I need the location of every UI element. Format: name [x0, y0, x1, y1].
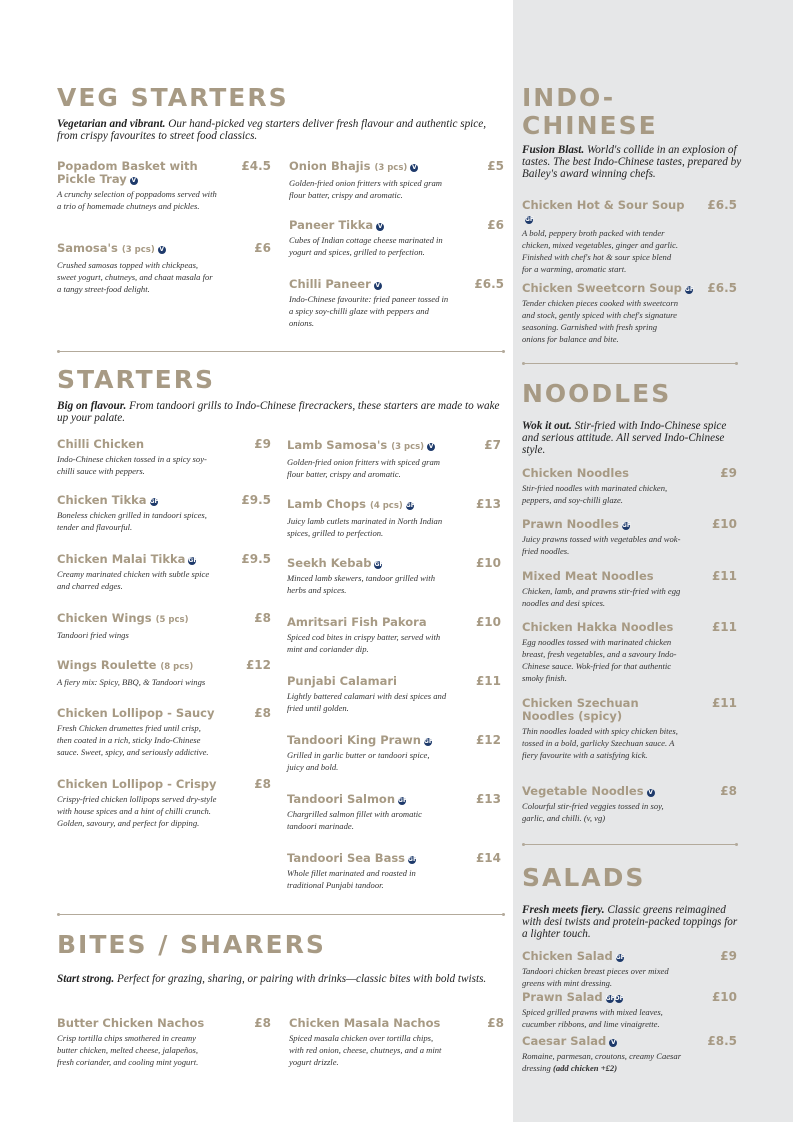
item-name	[57, 494, 271, 507]
item-portion: (4 pcs)	[369, 501, 403, 511]
item-name	[57, 612, 271, 627]
item-description-text: Crisp tortilla chips smothered in creamy butter chicken, melted cheese, jalapeños, fresh coriander, and cooling mint yogurt.	[57, 1033, 199, 1067]
item-description-text: Boneless chicken grilled in tandoori spices, tender and flavourful.	[57, 510, 207, 532]
starters-title: STARTERS	[57, 365, 215, 394]
item-name	[57, 553, 271, 566]
item-name-text: Prawn Salad	[522, 990, 603, 1004]
item-description-text: Spiced cod bites in crispy batter, served with mint and coriander dip.	[287, 632, 441, 654]
item-name-text: Amritsari Fish Pakora	[287, 615, 427, 629]
item-description	[522, 725, 682, 761]
item-price: £10	[711, 517, 737, 531]
item-description	[522, 1006, 682, 1030]
item-description-text: Spiced masala chicken over tortilla chips, with red onion, cheese, chutneys, and a mint yogurt drizzle.	[289, 1033, 442, 1067]
item-name	[522, 1035, 737, 1048]
item-name	[57, 438, 271, 451]
dietary-badge-icon: GF	[615, 954, 625, 961]
item-description-text: Juicy prawns tossed with vegetables and wok-fried noodles.	[522, 534, 681, 556]
item-description-text: Golden-fried onion fritters with spiced gram flour batter, crispy and aromatic.	[287, 457, 441, 479]
menu-item	[57, 553, 271, 592]
item-description-text: Egg noodles tossed with marinated chicken breast, fresh vegetables, and a savoury Indo-Chinese sauce. Wok-fried for that authentic smoky finish.	[522, 637, 677, 683]
item-description	[522, 533, 682, 557]
section-divider	[523, 844, 737, 845]
item-portion: (3 pcs)	[391, 442, 425, 452]
item-name-text: Onion Bhajis	[289, 159, 371, 173]
item-description	[287, 690, 447, 714]
dietary-badge-icon: GF	[398, 797, 408, 804]
bites-sharers-title: BITES / SHARERS	[57, 930, 326, 959]
intro-text: From tandoori grills to Indo-Chinese firecrackers, these starters are made to wake up your palate.	[57, 400, 500, 424]
item-description	[289, 293, 449, 329]
section-divider	[523, 363, 737, 364]
item-price: £11	[711, 620, 737, 634]
item-price: £5	[487, 159, 504, 173]
item-name	[289, 160, 504, 175]
item-portion: (5 pcs)	[155, 615, 189, 625]
item-description	[289, 1032, 449, 1068]
item-description	[287, 631, 447, 655]
title-line: CHINESE	[522, 111, 658, 140]
intro-lead: Wok it out.	[522, 420, 572, 432]
item-portion: (3 pcs)	[121, 245, 155, 255]
item-description-text: Fresh Chicken drumettes fried until crisp, then coated in a rich, sticky Indo-Chinese sauce. Sweet, spicy, and seriously addictive.	[57, 723, 209, 757]
item-description-text: Romaine, parmesan, croutons, creamy Caesar dressing	[522, 1051, 682, 1073]
item-description-text: Creamy marinated chicken with subtle spice and charred edges.	[57, 569, 210, 591]
item-price: £7	[484, 438, 501, 452]
menu-item	[522, 282, 737, 345]
item-description-text: A fiery mix: Spicy, BBQ, & Tandoori wings	[57, 677, 206, 687]
item-name-text: Popadom Basket with Pickle Tray	[57, 159, 198, 186]
item-name	[57, 1017, 271, 1030]
item-description	[522, 965, 682, 989]
item-description-text: Stir-fried noodles with marinated chicken, peppers, and soy-chilli glaze.	[522, 483, 668, 505]
item-description	[287, 515, 447, 539]
item-description	[57, 793, 217, 829]
item-description	[522, 585, 682, 609]
item-description	[57, 722, 217, 758]
menu-item	[289, 160, 504, 201]
veg-starters-intro	[57, 118, 497, 142]
item-name	[522, 467, 737, 480]
item-price: £6.5	[474, 277, 504, 291]
item-name-text: Chicken Salad	[522, 949, 613, 963]
item-name-text: Chicken Noodles	[522, 466, 629, 480]
item-price: £8	[254, 777, 271, 791]
item-name	[57, 659, 271, 674]
item-description-text: Tandoori fried wings	[57, 630, 129, 640]
item-description	[57, 453, 217, 477]
item-description	[522, 800, 682, 824]
item-portion: (3 pcs)	[374, 163, 408, 173]
item-price: £6.5	[707, 281, 737, 295]
menu-item	[522, 991, 737, 1030]
item-description-text: Grilled in garlic butter or tandoori spice, juicy and bold.	[287, 750, 430, 772]
item-name-text: Chicken Szechuan Noodles (spicy)	[522, 696, 639, 723]
item-description	[522, 482, 682, 506]
item-price: £6.5	[707, 198, 737, 212]
dietary-badge-icon: V	[375, 282, 381, 289]
item-description	[287, 749, 447, 773]
item-name	[287, 852, 501, 865]
item-price: £9	[720, 949, 737, 963]
item-description	[57, 188, 217, 212]
item-name	[522, 282, 737, 295]
menu-item	[287, 616, 501, 655]
indo-chinese-title	[522, 84, 658, 140]
item-name-text: Mixed Meat Noodles	[522, 569, 654, 583]
item-description	[287, 572, 447, 596]
intro-text: Perfect for grazing, sharing, or pairing with drinks—classic bites with bold twists.	[117, 973, 487, 985]
menu-item	[522, 518, 737, 557]
intro-text: World's collide in an explosion of tastes. The best Indo-Chinese tastes, prepared by Bailey's award winning chefs.	[522, 144, 742, 180]
menu-item	[287, 439, 501, 480]
item-name	[522, 697, 737, 723]
item-name-text: Chicken Sweetcorn Soup	[522, 281, 682, 295]
veg-starters-title: VEG STARTERS	[57, 83, 289, 112]
item-name-text: Prawn Noodles	[522, 517, 619, 531]
menu-item	[57, 242, 271, 295]
item-name-text: Chicken Wings	[57, 611, 152, 625]
dietary-badge-icon: GF	[188, 557, 198, 564]
salads-intro	[522, 904, 742, 940]
dietary-badge-icon: V	[428, 443, 434, 450]
item-name-text: Punjabi Calamari	[287, 674, 397, 688]
item-description	[287, 456, 447, 480]
intro-text: Stir-fried with Indo-Chinese spice and serious attitude. All served Indo-Chinese style.	[522, 420, 727, 456]
menu-item	[522, 1035, 737, 1074]
item-name-text: Butter Chicken Nachos	[57, 1016, 205, 1030]
dietary-badge-icon: GF	[405, 502, 415, 509]
item-name	[287, 439, 501, 454]
item-price: £10	[475, 556, 501, 570]
salads-title: SALADS	[522, 863, 646, 892]
item-name	[287, 734, 501, 747]
item-name-text: Tandoori King Prawn	[287, 733, 421, 747]
menu-item	[57, 438, 271, 477]
item-name-text: Samosa's	[57, 241, 118, 255]
item-description-text: Chargrilled salmon fillet with aromatic tandoori marinade.	[287, 809, 422, 831]
noodles-title: NOODLES	[522, 379, 672, 408]
menu-item	[57, 778, 271, 829]
item-name-text: Chicken Hot & Sour Soup	[522, 198, 685, 212]
item-name-text: Lamb Chops	[287, 497, 366, 511]
item-description-text: Whole fillet marinated and roasted in traditional Punjabi tandoor.	[287, 868, 416, 890]
item-name	[522, 518, 737, 531]
intro-text: Our hand-picked veg starters deliver fresh flavour and authentic spice, from crispy favourites to street food classics.	[57, 118, 487, 142]
dietary-badge-icon: GF	[684, 286, 694, 293]
item-description	[57, 676, 217, 688]
item-description	[57, 509, 217, 533]
menu-item	[57, 612, 271, 641]
section-divider	[58, 914, 504, 915]
item-description-text: A crunchy selection of poppadoms served with a trio of homemade chutneys and pickles.	[57, 189, 217, 211]
item-name	[287, 498, 501, 513]
item-name-text: Lamb Samosa's	[287, 438, 388, 452]
item-description	[57, 259, 217, 295]
starters-intro	[57, 400, 502, 424]
dietary-badge-icon: V	[159, 246, 165, 253]
noodles-intro	[522, 420, 742, 456]
item-price: £6	[487, 218, 504, 232]
item-name	[287, 793, 501, 806]
menu-item	[522, 570, 737, 609]
item-name-text: Chilli Chicken	[57, 437, 145, 451]
menu-item	[522, 621, 737, 684]
item-name-text: Chicken Tikka	[57, 493, 147, 507]
item-name-text: Chicken Lollipop - Saucy	[57, 706, 215, 720]
item-price: £6	[254, 241, 271, 255]
item-description-text: Cubes of Indian cottage cheese marinated in yogurt and spices, grilled to perfection.	[289, 235, 443, 257]
item-description-text: Indo-Chinese chicken tossed in a spicy soy-chilli sauce with peppers.	[57, 454, 207, 476]
item-name-text: Chicken Hakka Noodles	[522, 620, 674, 634]
item-description-text: Crispy-fried chicken lollipops served dry-style with house spices and a hint of chilli crunch. Golden, savoury, and perfect for dipping.	[57, 794, 217, 828]
menu-item	[522, 697, 737, 761]
item-name-text: Chilli Paneer	[289, 277, 371, 291]
item-description-text: Tender chicken pieces cooked with sweetcorn and stock, gently spiced with chef's signature seasoning. Garnished with fresh spring onions for balance and bite.	[522, 298, 678, 344]
intro-text: Classic greens reimagined with desi twists and protein-packed toppings for a lighter touch.	[522, 904, 738, 940]
item-price: £4.5	[241, 159, 271, 173]
item-description-text: Tandoori chicken breast pieces over mixed greens with mint dressing.	[522, 966, 669, 988]
item-name-text: Caesar Salad	[522, 1034, 607, 1048]
menu-item	[289, 278, 504, 329]
menu-item	[57, 707, 271, 758]
menu-item	[522, 467, 737, 506]
item-description	[522, 297, 682, 345]
item-description-text: Indo-Chinese favourite: fried paneer tossed in a spicy soy-chilli glaze with peppers and onions.	[289, 294, 449, 328]
dietary-badge-icon: V	[610, 1039, 616, 1046]
item-description-text: Golden-fried onion fritters with spiced gram flour batter, crispy and aromatic.	[289, 178, 443, 200]
intro-lead: Fresh meets fiery.	[522, 904, 605, 916]
menu-item	[287, 498, 501, 539]
item-description	[522, 1050, 682, 1074]
menu-item	[57, 659, 271, 688]
item-name	[522, 785, 737, 798]
dietary-badge-icon: V	[411, 164, 417, 171]
item-name-text: Paneer Tikka	[289, 218, 374, 232]
item-price: £9	[254, 437, 271, 451]
item-price: £8.5	[707, 1034, 737, 1048]
item-price: £9	[720, 466, 737, 480]
item-name	[522, 621, 737, 634]
menu-item	[287, 852, 501, 891]
item-description	[289, 177, 449, 201]
item-name-text: Chicken Lollipop - Crispy	[57, 777, 217, 791]
intro-lead: Vegetarian and vibrant.	[57, 118, 166, 130]
item-price: £8	[720, 784, 737, 798]
menu-item	[57, 1017, 271, 1068]
menu-item	[57, 160, 271, 212]
menu-item	[57, 494, 271, 533]
item-portion: (8 pcs)	[160, 662, 194, 672]
item-name	[57, 160, 271, 186]
item-description-text: Spiced grilled prawns with mixed leaves, cucumber ribbons, and lime vinaigrette.	[522, 1007, 663, 1029]
indo-chinese-intro	[522, 144, 744, 180]
menu-item	[287, 675, 501, 714]
dietary-badge-icon: GF	[621, 522, 631, 529]
item-name	[522, 950, 737, 963]
item-price: £14	[475, 851, 501, 865]
item-description-text: Crushed samosas topped with chickpeas, sweet yogurt, chutneys, and chaat masala for a tangy street-food delight.	[57, 260, 213, 294]
item-description	[287, 808, 447, 832]
item-price: £8	[487, 1016, 504, 1030]
menu-item	[287, 557, 501, 596]
item-name-text: Seekh Kebab	[287, 556, 372, 570]
intro-lead: Big on flavour.	[57, 400, 127, 412]
item-name-text: Vegetable Noodles	[522, 784, 644, 798]
title-line: INDO-	[522, 83, 616, 112]
intro-lead: Fusion Blast.	[522, 144, 585, 156]
item-name	[289, 1017, 504, 1030]
item-description	[289, 234, 449, 258]
item-description-text: A bold, peppery broth packed with tender chicken, mixed vegetables, ginger and garlic. Finished with chef's hot & sour spice blend for a warming, aromatic start.	[522, 228, 679, 274]
item-description-text: Chicken, lamb, and prawns stir-fried with egg noodles and desi spices.	[522, 586, 681, 608]
bites-sharers-intro	[57, 973, 497, 985]
item-description	[57, 1032, 217, 1068]
dietary-badge-icon: GF	[149, 498, 159, 505]
item-description-extra: (add chicken +£2)	[552, 1063, 618, 1073]
item-name	[287, 616, 501, 629]
dietary-badge-icon: DF	[614, 995, 624, 1002]
item-description-text: Colourful stir-fried veggies tossed in soy, garlic, and chilli. (v, vg)	[522, 801, 664, 823]
menu-item	[289, 219, 504, 258]
menu-item	[287, 793, 501, 832]
dietary-badge-icon: V	[648, 789, 653, 796]
dietary-badge-icon: V	[377, 223, 383, 230]
dietary-badge-icon: V	[131, 177, 137, 184]
item-price: £9.5	[241, 493, 271, 507]
item-name-text: Tandoori Sea Bass	[287, 851, 406, 865]
item-description	[57, 568, 217, 592]
item-price: £10	[711, 990, 737, 1004]
item-name	[287, 557, 501, 570]
item-name-text: Tandoori Salmon	[287, 792, 396, 806]
item-description	[287, 867, 447, 891]
dietary-badge-icon: GF	[423, 738, 433, 745]
item-name	[522, 570, 737, 583]
item-name	[289, 278, 504, 291]
item-price: £11	[711, 696, 737, 710]
item-name-text: Wings Roulette	[57, 658, 157, 672]
menu-item	[289, 1017, 504, 1068]
menu-item	[522, 785, 737, 824]
item-price: £8	[254, 1016, 271, 1030]
section-divider	[58, 351, 504, 352]
intro-lead: Start strong.	[57, 973, 115, 985]
item-price: £12	[245, 658, 271, 672]
dietary-badge-icon: GF	[374, 561, 384, 568]
item-description-text: Minced lamb skewers, tandoor grilled with herbs and spices.	[287, 573, 435, 595]
item-description	[57, 629, 217, 641]
dietary-badge-icon: GF	[408, 856, 418, 863]
item-description-text: Lightly battered calamari with desi spices and fried until golden.	[287, 691, 447, 713]
item-name	[522, 199, 737, 225]
item-name	[289, 219, 504, 232]
item-description-text: Thin noodles loaded with spicy chicken bites, tossed in a bold, garlicky Szechuan sauce. A fiery favourite with a satisfying kick.	[522, 726, 678, 760]
item-description	[522, 636, 682, 684]
item-name	[57, 242, 271, 257]
item-price: £11	[711, 569, 737, 583]
item-description-text: Juicy lamb cutlets marinated in North Indian spices, grilled to perfection.	[287, 516, 443, 538]
item-price: £10	[475, 615, 501, 629]
menu-item	[522, 199, 737, 275]
item-name	[287, 675, 501, 688]
item-name	[57, 707, 271, 720]
item-price: £13	[475, 792, 501, 806]
item-price: £11	[475, 674, 501, 688]
item-description	[522, 227, 682, 275]
dietary-badge-icon: GF	[605, 995, 615, 1002]
item-name-text: Chicken Malai Tikka	[57, 552, 186, 566]
item-name	[522, 991, 737, 1004]
menu-item	[287, 734, 501, 773]
dietary-badge-icon: GF	[525, 216, 535, 223]
item-price: £8	[254, 611, 271, 625]
item-price: £9.5	[241, 552, 271, 566]
item-price: £12	[475, 733, 501, 747]
item-name-text: Chicken Masala Nachos	[289, 1016, 441, 1030]
item-price: £13	[475, 497, 501, 511]
item-name	[57, 778, 271, 791]
item-price: £8	[254, 706, 271, 720]
menu-item	[522, 950, 737, 989]
